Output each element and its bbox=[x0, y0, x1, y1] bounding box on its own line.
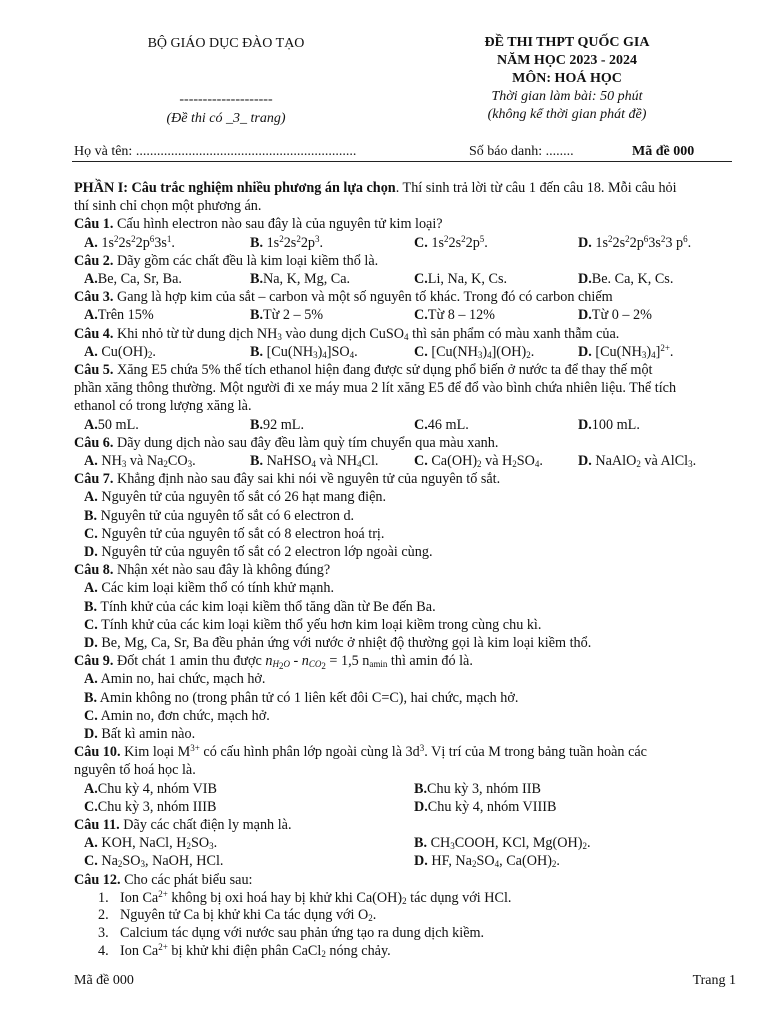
q10-option-b[interactable]: B. Chu kỳ 3, nhóm IIB bbox=[414, 780, 541, 797]
questions bbox=[74, 179, 734, 959]
q9-option-b[interactable]: B. Amin không no (trong phân tử có 1 liên kết đôi C=C), hai chức, mạch hở. bbox=[84, 689, 519, 706]
student-id-field: Số báo danh: ........ bbox=[469, 144, 574, 159]
q7-option-d[interactable]: D. Nguyên tử của nguyên tố sắt có 2 electron lớp ngoài cùng. bbox=[84, 543, 433, 560]
q12-statement-4: 4. Ion $Ca^{2+}$ bị khử khi điện phân CaCl$_2$ nóng chảy. bbox=[98, 941, 391, 959]
question-2-options bbox=[74, 270, 734, 288]
q3-option-a[interactable]: A. Trên 15% bbox=[84, 307, 154, 324]
q5-option-b[interactable]: B. 92 mL. bbox=[250, 416, 304, 433]
student-info bbox=[74, 143, 732, 163]
q11-option-b[interactable]: B. $CH_3COOH$, KCl, $Mg(OH)_2$. bbox=[414, 835, 591, 852]
question-5: Câu 5. Xăng E5 chứa 5% thể tích ethanol hiện đang được sử dụng phổ biến ở nước ta để thay thế một bbox=[74, 361, 653, 378]
q7-option-a[interactable]: A. Nguyên tử của nguyên tố sắt có 26 hạt mang điện. bbox=[84, 489, 387, 506]
exam-time-note: (không kể thời gian phát đề) bbox=[487, 107, 647, 122]
question-10: Câu 10. Kim loại $M^{3+}$ có cấu hình phân lớp ngoài cùng là $3d^3$. Vị trí của M trong bảng tuần hoàn các bbox=[74, 743, 647, 761]
question-5-line3: ethanol có trong lượng xăng là. bbox=[74, 398, 252, 415]
question-6-options bbox=[74, 452, 734, 470]
q7-option-b[interactable]: B. Nguyên tử của nguyên tố sắt có 6 electron d. bbox=[84, 507, 355, 524]
question-7: Câu 7. Khẳng định nào sau đây sai khi nói về nguyên tử của nguyên tố sắt. bbox=[74, 471, 501, 488]
question-3: Câu 3. Gang là hợp kim của sắt – carbon và một số nguyên tố khác. Trong đó có carbon chiếm bbox=[74, 289, 613, 306]
question-6: Câu 6. Dãy dung dịch nào sau đây đều làm quỳ tím chuyển qua màu xanh. bbox=[74, 434, 499, 451]
q6-option-d[interactable]: D. NaAlO$_2$ và AlCl$_3$. bbox=[578, 452, 697, 469]
q6-option-a[interactable]: A. $NH_3$ và $Na_2CO_3$. bbox=[84, 452, 196, 469]
q6-option-c[interactable]: C. $Ca(OH)_2$ và $H_2SO_4$. bbox=[414, 452, 543, 469]
exam-code: Mã đề 000 bbox=[632, 144, 695, 159]
q8-option-c[interactable]: C. Tính khử của các kim loại kiềm thổ yếu hơn kim loại kiềm trong cùng chu kì. bbox=[84, 616, 542, 633]
q8-option-a[interactable]: A. Các kim loại kiềm thổ có tính khử mạnh. bbox=[84, 580, 335, 597]
header-dashes: -------------------- bbox=[179, 92, 273, 107]
q4-option-a[interactable]: A. $Cu(OH)_2$. bbox=[84, 343, 156, 360]
q11-option-a[interactable]: A. KOH, NaCl, $H_2SO_3$. bbox=[84, 835, 218, 852]
question-10-options-row2 bbox=[74, 798, 734, 816]
q8-option-b[interactable]: B. Tính khử của các kim loại kiềm thổ tăng dần từ Be đến Ba. bbox=[84, 598, 436, 615]
q2-option-b[interactable]: B. Na, K, Mg, Ca. bbox=[250, 271, 351, 287]
question-5-options bbox=[74, 416, 734, 434]
question-10-options-row1 bbox=[74, 780, 734, 798]
footer-exam-code: Mã đề 000 bbox=[74, 973, 134, 988]
question-8: Câu 8. Nhận xét nào sau đây là không đúng? bbox=[74, 562, 331, 579]
q7-option-c[interactable]: C. Nguyên tử của nguyên tố sắt có 8 electron hoá trị. bbox=[84, 525, 385, 542]
q4-option-c[interactable]: C. $[Cu(NH_3)_4](OH)_2$. bbox=[414, 343, 535, 360]
q12-statement-1: 1. Ion $Ca^{2+}$ không bị oxi hoá hay bị khử khi $Ca(OH)_2$ tác dụng với HCl. bbox=[98, 888, 512, 906]
q9-option-c[interactable]: C. Amin no, đơn chức, mạch hở. bbox=[84, 707, 270, 724]
q5-option-a[interactable]: A. 50 mL. bbox=[84, 416, 139, 433]
question-11: Câu 11. Dãy các chất điện ly mạnh là. bbox=[74, 816, 292, 833]
q2-option-c[interactable]: C. Li, Na, K, Cs. bbox=[414, 271, 508, 287]
header-left bbox=[108, 34, 344, 128]
ministry-name: BỘ GIÁO DỤC ĐÀO TẠO bbox=[147, 36, 305, 51]
question-4: Câu 4. Khi nhỏ từ từ dung dịch $NH_3$ vào dung dịch CuSO$_4$ thì sản phẩm có màu xanh thẫm của. bbox=[74, 325, 620, 342]
q1-option-c[interactable]: C. $1s^22s^22p^5$. bbox=[414, 233, 488, 251]
q11-option-c[interactable]: C. $Na_2SO_3$, NaOH, HCl. bbox=[84, 853, 224, 870]
question-1: Câu 1. Cấu hình electron nào sau đây là của nguyên tử kim loại? bbox=[74, 216, 443, 233]
question-11-options-row2 bbox=[74, 852, 734, 870]
q4-option-d[interactable]: D. $[Cu(NH_3)_4]^{2+}$. bbox=[578, 342, 674, 360]
q1-option-a[interactable]: A. $1s^22s^22p^63s^1$. bbox=[84, 233, 175, 251]
header-right bbox=[440, 34, 694, 124]
q12-statement-3: 3. Calcium tác dụng với nước sau phản ứng tạo ra dung dịch kiềm. bbox=[98, 924, 485, 941]
q3-option-b[interactable]: B. Từ 2 – 5% bbox=[250, 307, 324, 324]
question-9: Câu 9. Đốt chát 1 amin thu được $n_{H_2O} - n_{CO_2} = 1,5$ $n_{amin}$ thì amin đó là. bbox=[74, 653, 473, 672]
q3-option-c[interactable]: C. Từ 8 – 12% bbox=[414, 307, 495, 324]
q2-option-d[interactable]: D. Be. Ca, K, Cs. bbox=[578, 271, 674, 287]
header-divider bbox=[72, 161, 732, 162]
question-3-options bbox=[74, 306, 734, 324]
question-1-options bbox=[74, 234, 734, 252]
q1-option-d[interactable]: D. $1s^22s^22p^63s^23$ $p^6$. bbox=[578, 233, 692, 251]
pages-note: (Đề thi có _3_ trang) bbox=[166, 111, 286, 126]
question-4-options bbox=[74, 343, 734, 361]
q9-option-a[interactable]: A. Amin no, hai chức, mạch hở. bbox=[84, 671, 266, 688]
question-12: Câu 12. Cho các phát biểu sau: bbox=[74, 871, 253, 888]
q5-option-c[interactable]: C. 46 mL. bbox=[414, 416, 469, 433]
q3-option-d[interactable]: D. Từ 0 – 2% bbox=[578, 307, 652, 324]
question-2: Câu 2. Dãy gồm các chất đều là kim loại kiềm thổ là. bbox=[74, 252, 379, 269]
student-name-field: Họ và tên: ............................................................... bbox=[74, 144, 357, 159]
footer-page-number: Trang 1 bbox=[692, 973, 736, 988]
q10-option-c[interactable]: C. Chu kỳ 3, nhóm IIIB bbox=[84, 798, 217, 815]
exam-subject: MÔN: HOÁ HỌC bbox=[512, 71, 622, 86]
question-11-options-row1 bbox=[74, 834, 734, 852]
q11-option-d[interactable]: D. HF, $Na_2SO_4$, $Ca(OH)_2$. bbox=[414, 853, 560, 870]
part1-intro: PHẦN I: Câu trắc nghiệm nhiều phương án lựa chọn. Thí sinh trả lời từ câu 1 đến câu 18. Mỗi câu hỏi bbox=[74, 180, 677, 196]
exam-time: Thời gian làm bài: 50 phút bbox=[491, 89, 643, 104]
exam-title: ĐỀ THI THPT QUỐC GIA bbox=[484, 35, 650, 50]
q5-option-d[interactable]: D. 100 mL. bbox=[578, 416, 640, 433]
q4-option-b[interactable]: B. $[Cu(NH_3)_4]SO_4$. bbox=[250, 343, 358, 360]
page-footer bbox=[74, 973, 736, 993]
question-10-line2: nguyên tố hoá học là. bbox=[74, 762, 196, 779]
part1-title: PHẦN I: Câu trắc nghiệm nhiều phương án lựa chọn bbox=[74, 180, 396, 196]
q2-option-a[interactable]: A. Be, Ca, Sr, Ba. bbox=[84, 271, 182, 287]
exam-year: NĂM HỌC 2023 - 2024 bbox=[497, 53, 637, 68]
q10-option-d[interactable]: D. Chu kỳ 4, nhóm VIIIB bbox=[414, 798, 557, 815]
q6-option-b[interactable]: B. NaHSO$_4$ và $NH_4Cl$. bbox=[250, 452, 379, 469]
q1-option-b[interactable]: B. $1s^22s^22p^3$. bbox=[250, 233, 324, 251]
q12-statement-2: 2. Nguyên tử Ca bị khử khi Ca tác dụng với $O_2$. bbox=[98, 907, 377, 924]
question-5-line2: phần xăng thông thường. Một người đi xe máy mua 2 lít xăng E5 để đổ vào bình chứa nhiên liệu. Thể tích bbox=[74, 380, 677, 397]
q10-option-a[interactable]: A. Chu kỳ 4, nhóm VIB bbox=[84, 780, 217, 797]
q8-option-d[interactable]: D. Be, Mg, Ca, Sr, Ba đều phản ứng với nước ở nhiệt độ thường gọi là kim loại kiềm thổ. bbox=[84, 634, 592, 651]
q9-option-d[interactable]: D. Bất kì amin nào. bbox=[84, 726, 196, 742]
part1-intro-line2: thí sinh chỉ chọn một phương án. bbox=[74, 198, 262, 215]
